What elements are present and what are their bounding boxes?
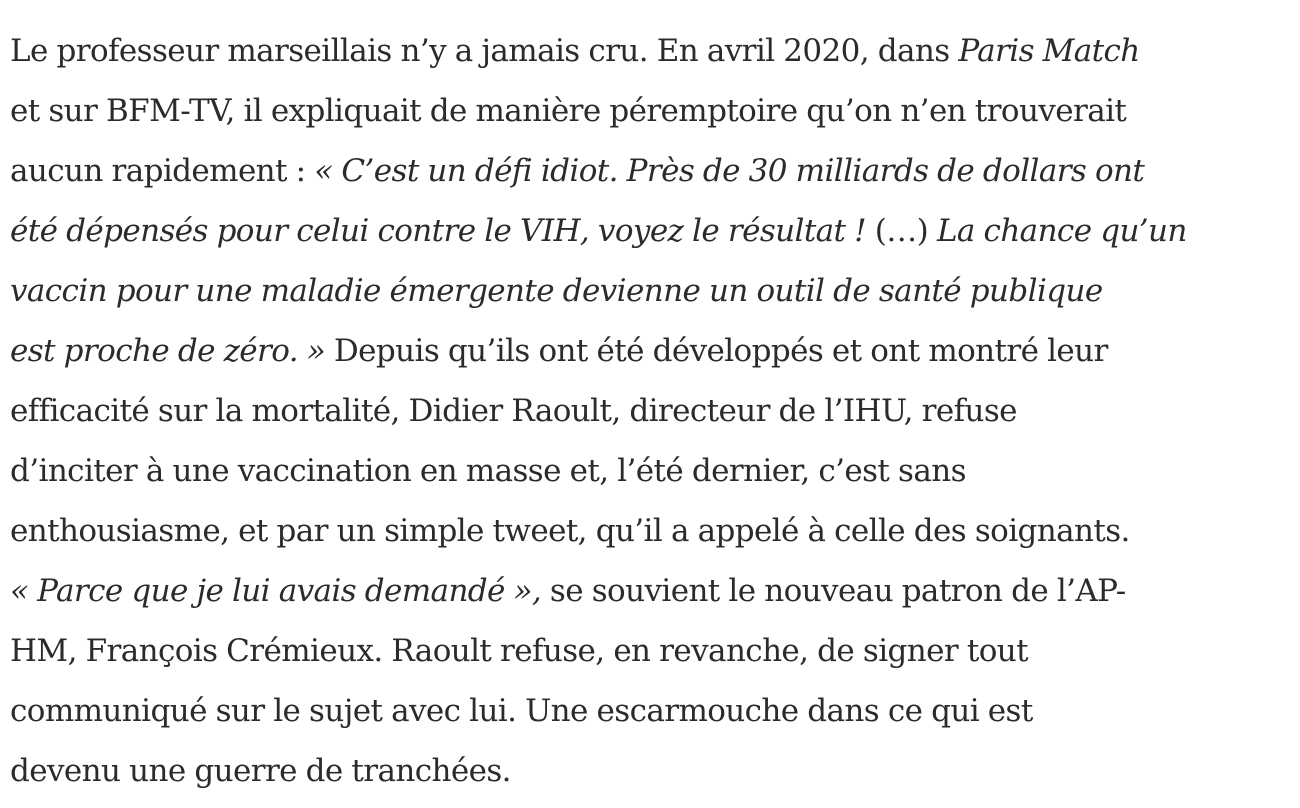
text-run: Le professeur marseillais n’y a jamais cru. En avril 2020, dans — [10, 33, 959, 69]
text-run: se souvient le nouveau patron de l’AP- — [541, 573, 1126, 609]
text-run: efficacité sur la mortalité, Didier Raoult, directeur de l’IHU, refuse — [10, 393, 1017, 429]
text-run: devenu une guerre de tranchées. — [10, 753, 511, 789]
publication-name: Paris Match — [958, 33, 1140, 69]
article-paragraph — [10, 21, 1280, 801]
paragraph-line — [10, 321, 1280, 381]
text-run: Depuis qu’ils ont été développés et ont montré leur — [325, 333, 1108, 369]
text-run: enthousiasme, et par un simple tweet, qu’il a appelé à celle des soignants. — [10, 513, 1130, 549]
text-run: d’inciter à une vaccination en masse et, l’été dernier, c’est sans — [10, 453, 966, 489]
paragraph-line — [10, 621, 1280, 681]
text-run: communiqué sur le sujet avec lui. Une escarmouche dans ce qui est — [10, 693, 1033, 729]
paragraph-line — [10, 381, 1280, 441]
quote-text: « Parce que je lui avais demandé », — [10, 573, 542, 609]
paragraph-line — [10, 681, 1280, 741]
paragraph-line — [10, 261, 1280, 321]
paragraph-line — [10, 501, 1280, 561]
paragraph-line — [10, 741, 1280, 801]
quote-text: est proche de zéro. » — [10, 333, 326, 369]
ellipsis-text: (…) — [874, 213, 937, 249]
text-run: aucun rapidement : — [10, 153, 315, 189]
paragraph-line — [10, 561, 1280, 621]
paragraph-line — [10, 81, 1280, 141]
quote-text: vaccin pour une maladie émergente devienne un outil de santé publique — [10, 273, 1103, 309]
paragraph-line — [10, 441, 1280, 501]
paragraph-line — [10, 141, 1280, 201]
quote-text: La chance qu’un — [936, 213, 1187, 249]
paragraph-line — [10, 21, 1280, 81]
text-run: HM, François Crémieux. Raoult refuse, en revanche, de signer tout — [10, 633, 1029, 669]
text-run: et sur BFM-TV, il expliquait de manière péremptoire qu’on n’en trouverait — [10, 93, 1127, 129]
quote-text: été dépensés pour celui contre le VIH, voyez le résultat ! — [10, 213, 875, 249]
paragraph-line — [10, 201, 1280, 261]
quote-text: « C’est un défi idiot. Près de 30 milliards de dollars ont — [314, 153, 1145, 189]
